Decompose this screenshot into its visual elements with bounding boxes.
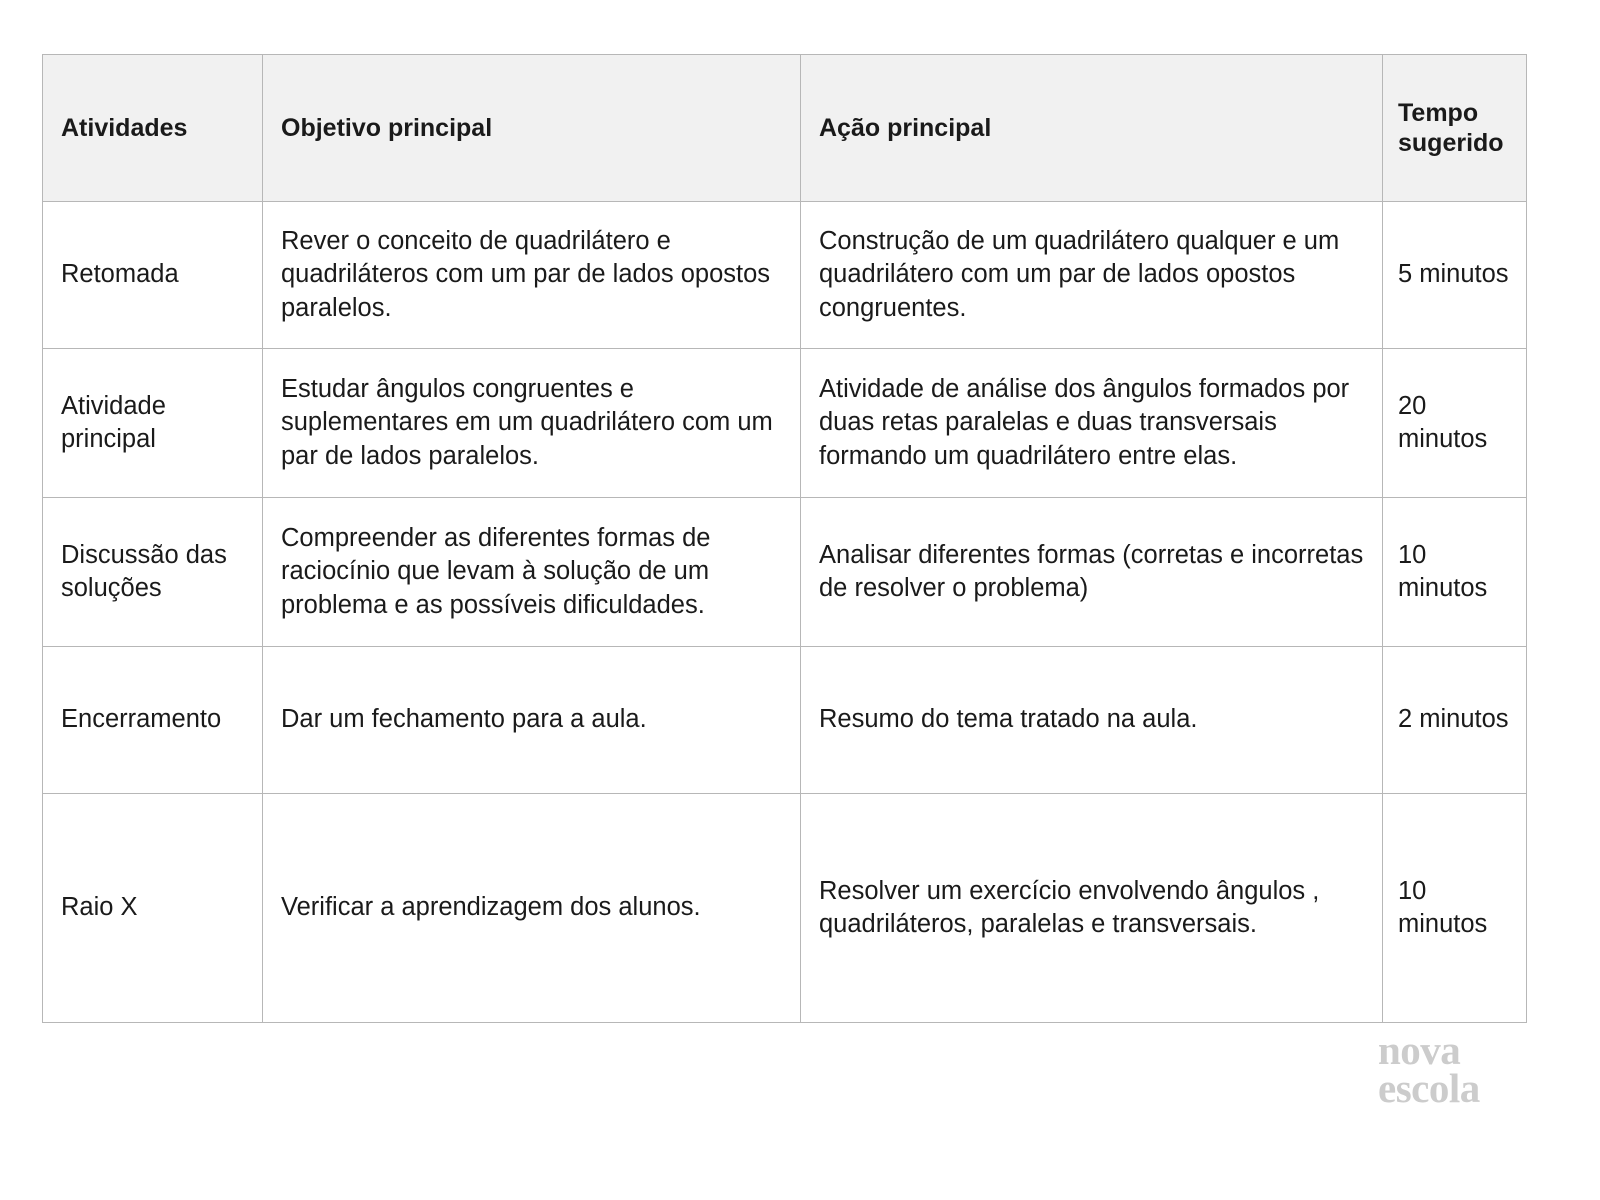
table-body (43, 202, 1527, 1023)
cell-atividade: Encerramento (43, 647, 263, 794)
table-row (43, 647, 1527, 794)
cell-objetivo: Dar um fechamento para a aula. (263, 647, 801, 794)
cell-objetivo: Compreender as diferentes formas de raciocínio que levam à solução de um problema e as possíveis dificuldades. (263, 498, 801, 647)
cell-atividade: Atividade principal (43, 349, 263, 498)
cell-tempo: 10 minutos (1383, 498, 1527, 647)
cell-acao: Resolver um exercício envolvendo ângulos , quadriláteros, paralelas e transversais. (801, 794, 1383, 1023)
cell-objetivo: Rever o conceito de quadrilátero e quadriláteros com um par de lados opostos paralelos. (263, 202, 801, 349)
table-row (43, 794, 1527, 1023)
cell-tempo: 2 minutos (1383, 647, 1527, 794)
table-header-row (43, 55, 1527, 202)
cell-atividade: Discussão das soluções (43, 498, 263, 647)
cell-atividade: Raio X (43, 794, 263, 1023)
cell-acao: Atividade de análise dos ângulos formados por duas retas paralelas e duas transversais formando um quadrilátero entre elas. (801, 349, 1383, 498)
logo-line-nova: nova (1378, 1027, 1461, 1073)
cell-acao: Analisar diferentes formas (corretas e incorretas de resolver o problema) (801, 498, 1383, 647)
cell-tempo: 5 minutos (1383, 202, 1527, 349)
column-header-acao-principal: Ação principal (801, 55, 1383, 202)
table-row (43, 349, 1527, 498)
activities-table (42, 54, 1527, 1023)
column-header-atividades: Atividades (43, 55, 263, 202)
table-row (43, 498, 1527, 647)
cell-atividade: Retomada (43, 202, 263, 349)
logo-line-escola: escola (1378, 1064, 1480, 1111)
table-row (43, 202, 1527, 349)
nova-escola-logo (1378, 1027, 1528, 1111)
cell-objetivo: Estudar ângulos congruentes e suplementares em um quadrilátero com um par de lados paralelos. (263, 349, 801, 498)
column-header-tempo-sugerido: Tempo sugerido (1383, 55, 1527, 202)
cell-acao: Resumo do tema tratado na aula. (801, 647, 1383, 794)
cell-objetivo: Verificar a aprendizagem dos alunos. (263, 794, 801, 1023)
column-header-objetivo-principal: Objetivo principal (263, 55, 801, 202)
table-header (43, 55, 1527, 202)
cell-tempo: 20 minutos (1383, 349, 1527, 498)
cell-acao: Construção de um quadrilátero qualquer e um quadrilátero com um par de lados opostos congruentes. (801, 202, 1383, 349)
cell-tempo: 10 minutos (1383, 794, 1527, 1023)
